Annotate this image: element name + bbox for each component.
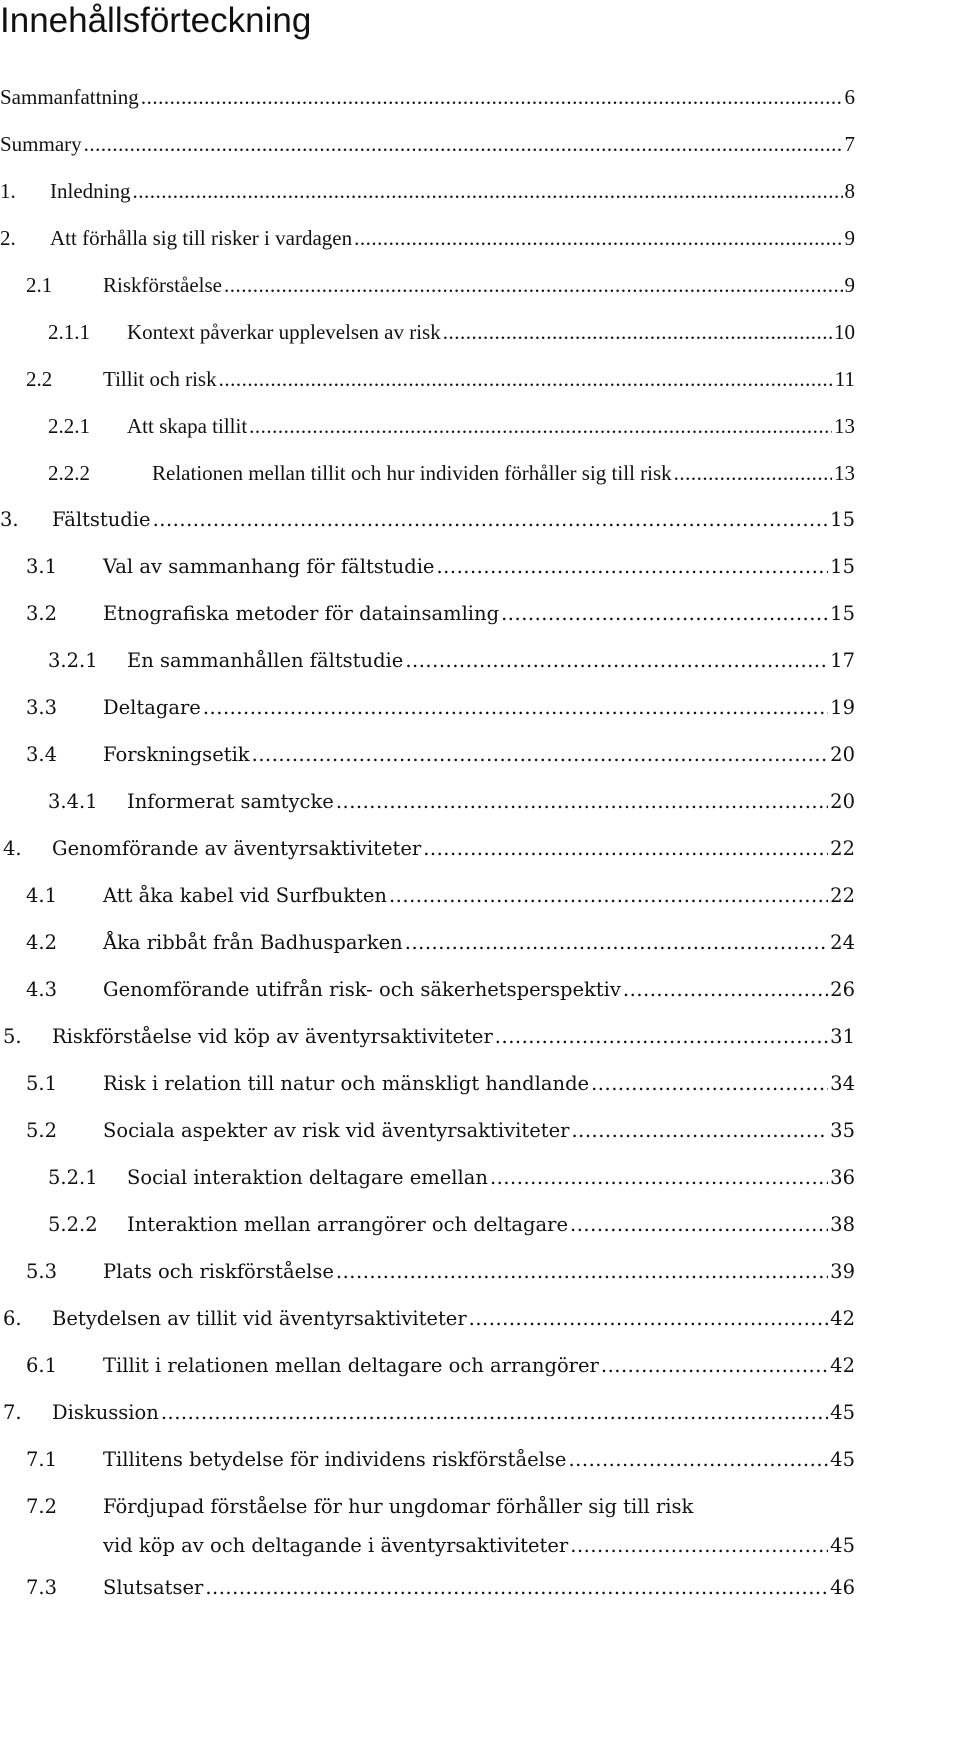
toc-dot-leader xyxy=(336,789,828,815)
toc-entry-title: Genomförande utifrån risk- och säkerhetsperspektiv xyxy=(103,978,621,1001)
toc-entry[interactable] xyxy=(26,695,855,721)
toc-entry-number: 2.1 xyxy=(26,273,53,297)
toc-page-number: 20 xyxy=(830,743,855,766)
toc-entry-title: Plats och riskförståelse xyxy=(103,1260,334,1283)
toc-entry-title: Tillit i relationen mellan deltagare och arrangörer xyxy=(103,1354,599,1377)
toc-entry-title: Val av sammanhang för fältstudie xyxy=(103,555,435,578)
toc-entry-title: Social interaktion deltagare emellan xyxy=(127,1166,488,1189)
toc-entry-title: Åka ribbåt från Badhusparken xyxy=(103,931,403,954)
toc-entry[interactable] xyxy=(26,366,855,392)
toc-entry-title-line2: vid köp av och deltagande i äventyrsaktiviteter xyxy=(103,1534,569,1557)
toc-dot-leader xyxy=(571,1118,828,1144)
toc-dot-leader xyxy=(623,977,828,1003)
toc-dot-leader xyxy=(336,1259,828,1285)
toc-entry-number: 5.2 xyxy=(26,1119,58,1142)
toc-entry[interactable] xyxy=(48,1165,855,1191)
toc-page-number: 20 xyxy=(830,790,855,813)
toc-entry[interactable] xyxy=(26,554,855,580)
toc-dot-leader xyxy=(601,1353,828,1379)
toc-entry-title: Riskförståelse vid köp av äventyrsaktiviteter xyxy=(52,1025,493,1048)
toc-entry-number: 5.2.1 xyxy=(48,1166,98,1189)
toc-entry[interactable] xyxy=(48,1212,855,1238)
toc-page-number: 22 xyxy=(830,884,855,907)
toc-entry-number: 3.2 xyxy=(26,602,58,625)
toc-entry[interactable] xyxy=(26,1575,855,1601)
toc-entry-number: 5.1 xyxy=(26,1072,58,1095)
toc-entry-number: 6. xyxy=(3,1307,22,1330)
toc-entry-title: Sammanfattning xyxy=(0,85,139,109)
toc-entry[interactable] xyxy=(0,84,855,110)
toc-page-number: 17 xyxy=(830,649,855,672)
toc-page-number: 8 xyxy=(844,179,855,203)
toc-entry[interactable] xyxy=(3,836,855,862)
toc-entry-title: Forskningsetik xyxy=(103,743,250,766)
toc-entry-number: 1. xyxy=(0,179,16,203)
toc-entry-number: 7.3 xyxy=(26,1576,58,1599)
toc-entry-title: Etnografiska metoder för datainsamling xyxy=(103,602,500,625)
toc-dot-leader xyxy=(203,695,828,721)
toc-entry-number: 5.2.2 xyxy=(48,1213,98,1236)
toc-dot-leader xyxy=(501,601,828,627)
toc-dot-leader xyxy=(132,178,842,204)
toc-page-number: 35 xyxy=(830,1119,855,1142)
toc-page-number: 22 xyxy=(830,837,855,860)
toc-page-number: 38 xyxy=(830,1213,855,1236)
toc-entry-title: Tillit och risk xyxy=(103,367,217,391)
toc-entry-number: 5. xyxy=(3,1025,22,1048)
toc-entry-title: Relationen mellan tillit och hur individen förhåller sig till risk xyxy=(152,461,672,485)
toc-entry[interactable] xyxy=(26,883,855,909)
toc-entry[interactable] xyxy=(26,742,855,768)
toc-dot-leader xyxy=(570,1212,828,1238)
toc-entry-number: 3.2.1 xyxy=(48,649,98,672)
toc-entry[interactable] xyxy=(3,1024,855,1050)
toc-entry-title: Summary xyxy=(0,132,82,156)
toc-dot-leader xyxy=(405,930,828,956)
toc-entry[interactable] xyxy=(26,1447,855,1473)
toc-entry-title: Kontext påverkar upplevelsen av risk xyxy=(127,320,441,344)
toc-page-number: 13 xyxy=(834,414,855,438)
toc-page-number: 15 xyxy=(830,555,855,578)
toc-entry-number: 6.1 xyxy=(26,1354,58,1377)
toc-entry-number: 3.4.1 xyxy=(48,790,98,813)
toc-entry[interactable] xyxy=(26,1118,855,1144)
toc-entry-title: Deltagare xyxy=(103,696,201,719)
toc-entry[interactable] xyxy=(26,272,855,298)
toc-entry[interactable] xyxy=(48,319,855,345)
toc-entry[interactable] xyxy=(26,1259,855,1285)
toc-entry[interactable] xyxy=(48,789,855,815)
page-title: Innehållsförteckning xyxy=(0,1,312,40)
toc-dot-leader xyxy=(354,225,842,251)
toc-entry[interactable] xyxy=(0,178,855,204)
toc-entry-number: 4. xyxy=(3,837,22,860)
toc-dot-leader xyxy=(570,1533,828,1559)
toc-page-number: 13 xyxy=(834,461,855,485)
toc-dot-leader xyxy=(84,131,843,157)
toc-page-number: 36 xyxy=(830,1166,855,1189)
toc-entry-title: Informerat samtycke xyxy=(127,790,334,813)
toc-entry-title: Sociala aspekter av risk vid äventyrsaktiviteter xyxy=(103,1119,570,1142)
toc-page-number: 6 xyxy=(844,85,855,109)
toc-entry-title: En sammanhållen fältstudie xyxy=(127,649,404,672)
toc-entry[interactable] xyxy=(48,460,855,486)
toc-entry-number: 2.2.1 xyxy=(48,414,90,438)
toc-dot-leader xyxy=(591,1071,828,1097)
toc-dot-leader xyxy=(205,1575,828,1601)
toc-page-number: 15 xyxy=(830,602,855,625)
toc-entry-number: 4.1 xyxy=(26,884,58,907)
toc-entry-title: Fördjupad förståelse för hur ungdomar förhåller sig till risk xyxy=(103,1495,694,1518)
toc-entry-title: Att förhålla sig till risker i vardagen xyxy=(50,226,353,250)
toc-entry-number: 5.3 xyxy=(26,1260,58,1283)
toc-entry-title: Att skapa tillit xyxy=(127,414,248,438)
toc-dot-leader xyxy=(423,836,828,862)
toc-dot-leader xyxy=(161,1400,828,1426)
toc-entry-title: Betydelsen av tillit vid äventyrsaktiviteter xyxy=(52,1307,467,1330)
toc-entry[interactable] xyxy=(0,131,855,157)
toc-page-number: 10 xyxy=(834,320,855,344)
toc-page-number: 42 xyxy=(830,1354,855,1377)
toc-dot-leader xyxy=(443,319,832,345)
toc-entry[interactable] xyxy=(26,977,855,1003)
toc-page-number: 42 xyxy=(830,1307,855,1330)
toc-page-number: 39 xyxy=(830,1260,855,1283)
toc-entry-title: Fältstudie xyxy=(52,508,151,531)
toc-page-number: 26 xyxy=(830,978,855,1001)
toc-entry-title: Inledning xyxy=(50,179,131,203)
toc-dot-leader xyxy=(389,883,828,909)
toc-dot-leader xyxy=(405,648,828,674)
toc-entry-number: 3.1 xyxy=(26,555,58,578)
toc-page-number: 45 xyxy=(830,1534,855,1557)
toc-entry-number: 7.1 xyxy=(26,1448,58,1471)
toc-dot-leader xyxy=(436,554,828,580)
toc-entry-title: Tillitens betydelse för individens riskförståelse xyxy=(103,1448,567,1471)
toc-entry-title: Risk i relation till natur och mänskligt handlande xyxy=(103,1072,590,1095)
toc-entry-number: 2.2.2 xyxy=(48,461,90,485)
toc-page-number: 45 xyxy=(830,1401,855,1424)
toc-page-number: 11 xyxy=(834,367,855,391)
toc-entry-number: 3.3 xyxy=(26,696,58,719)
toc-entry[interactable] xyxy=(3,1400,855,1426)
toc-entry-number: 2.2 xyxy=(26,367,53,391)
toc-page-number: 45 xyxy=(830,1448,855,1471)
toc-entry[interactable] xyxy=(3,1306,855,1332)
toc-page-number: 46 xyxy=(830,1576,855,1599)
toc-entry-continuation[interactable] xyxy=(103,1533,855,1559)
toc-dot-leader xyxy=(141,84,843,110)
toc-entry[interactable] xyxy=(26,601,855,627)
toc-page-number: 34 xyxy=(830,1072,855,1095)
toc-page-number: 31 xyxy=(830,1025,855,1048)
toc-entry[interactable] xyxy=(0,507,855,533)
toc-entry[interactable] xyxy=(26,1494,693,1520)
toc-entry-number: 2. xyxy=(0,226,16,250)
toc-entry-number: 2.1.1 xyxy=(48,320,90,344)
toc-dot-leader xyxy=(568,1447,828,1473)
toc-entry[interactable] xyxy=(26,1071,855,1097)
toc-entry-title: Slutsatser xyxy=(103,1576,204,1599)
toc-dot-leader xyxy=(249,413,832,439)
toc-page-number: 24 xyxy=(830,931,855,954)
toc-entry[interactable] xyxy=(26,930,855,956)
toc-dot-leader xyxy=(153,507,829,533)
toc-entry-title: Genomförande av äventyrsaktiviteter xyxy=(52,837,422,860)
toc-page-number: 15 xyxy=(830,508,855,531)
toc-page-number: 19 xyxy=(830,696,855,719)
toc-entry-number: 3. xyxy=(0,508,19,531)
toc-entry[interactable] xyxy=(48,648,855,674)
toc-entry-number: 3.4 xyxy=(26,743,58,766)
toc-entry-title: Interaktion mellan arrangörer och deltagare xyxy=(127,1213,569,1236)
toc-dot-leader xyxy=(495,1024,828,1050)
toc-entry-number: 4.3 xyxy=(26,978,58,1001)
toc-dot-leader xyxy=(490,1165,828,1191)
toc-dot-leader xyxy=(219,366,833,392)
toc-page-number: 7 xyxy=(844,132,855,156)
toc-entry-number: 4.2 xyxy=(26,931,58,954)
toc-dot-leader xyxy=(224,272,843,298)
toc-entry-title: Att åka kabel vid Surfbukten xyxy=(103,884,387,907)
toc-entry-title: Riskförståelse xyxy=(103,273,222,297)
toc-entry[interactable] xyxy=(0,225,855,251)
toc-entry-number: 7.2 xyxy=(26,1495,58,1518)
toc-entry-number: 7. xyxy=(3,1401,22,1424)
toc-dot-leader xyxy=(252,742,829,768)
toc-entry-title: Diskussion xyxy=(52,1401,159,1424)
toc-dot-leader xyxy=(469,1306,829,1332)
toc-page-number: 9 xyxy=(844,226,855,250)
toc-entry[interactable] xyxy=(48,413,855,439)
toc-dot-leader xyxy=(674,460,832,486)
toc-page-number: 9 xyxy=(844,273,855,297)
toc-entry[interactable] xyxy=(26,1353,855,1379)
